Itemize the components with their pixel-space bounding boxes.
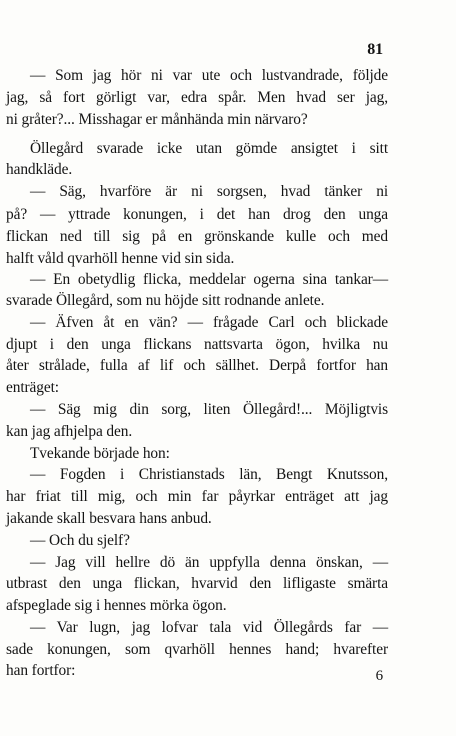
- text-line: — Jag vill hellre dö än uppfylla denna önskan, —: [30, 554, 388, 571]
- text-line: — Säg mig din sorg, liten Öllegård!... Möjligtvis: [30, 401, 388, 418]
- text-line: sade konungen, som qvarhöll hennes hand; hvarefter: [6, 641, 388, 658]
- text-line: Tvekande började hon:: [30, 445, 170, 462]
- text-line: har friat till mig, och min far påyrkar enträget att jag: [6, 488, 388, 505]
- text-line: svarade Öllegård, som nu höjde sitt rodnande anlete.: [6, 292, 325, 309]
- text-line: — Som jag hör ni var ute och lustvandrade, följde: [30, 67, 388, 84]
- text-line: djupt i den unga flickans nattsvarta ögon, hvilka nu: [6, 336, 388, 353]
- text-line: jakande skall besvara hans anbud.: [6, 510, 212, 527]
- text-line: — Säg, hvarföre är ni sorgsen, hvad tänker ni: [30, 183, 388, 200]
- text-line: handkläde.: [6, 161, 73, 178]
- text-line: afspeglade sig i hennes mörka ögon.: [6, 597, 227, 614]
- text-line: Öllegård svarade icke utan gömde ansigtet i sitt: [30, 140, 388, 157]
- text-line: flickan ned till sig på en grönskande kulle och med: [6, 228, 388, 245]
- text-line: på? — yttrade konungen, i det han drog den unga: [6, 206, 388, 223]
- text-line: halft våld qvarhöll henne vid sin sida.: [6, 250, 235, 267]
- text-line: han fortfor:: [6, 662, 76, 679]
- text-line: utbrast den unga flickan, hvarvid den lifligaste smärta: [6, 575, 388, 592]
- text-line: — Äfven åt en vän? — frågade Carl och blickade: [30, 314, 388, 331]
- text-line: — Och du sjelf?: [30, 532, 130, 549]
- text-line: åter strålade, fulla af lif och sällhet. Derpå fortfor han: [6, 357, 388, 374]
- text-line: — Fogden i Christianstads län, Bengt Knutsson,: [30, 466, 388, 483]
- text-line: — Var lugn, jag lofvar tala vid Öllegårds far —: [30, 619, 388, 636]
- signature-mark: 6: [375, 668, 383, 684]
- text-line: ni gråter?... Misshagar er månhända min närvaro?: [6, 111, 308, 128]
- text-line: — En obetydlig flicka, meddelar ogerna sina tankar—: [30, 271, 388, 288]
- text-line: jag, så fort görligt var, edra spår. Men hvad ser jag,: [6, 89, 388, 106]
- text-line: kan jag afhjelpa den.: [6, 423, 133, 440]
- text-line: enträget:: [6, 379, 59, 396]
- page-number: 81: [367, 41, 383, 58]
